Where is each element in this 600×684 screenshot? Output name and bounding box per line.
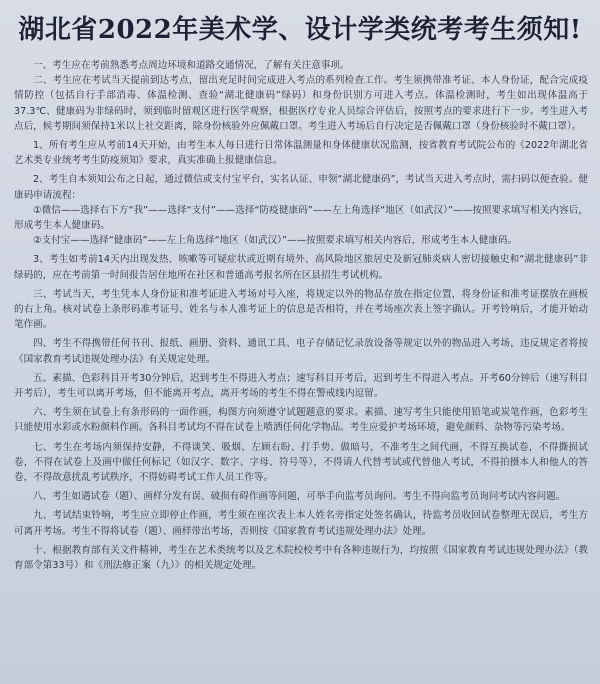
notice-paragraph: 1、所有考生应从考前14天开始，由考生本人每日进行日常体温测量和身体健康状况监测，按省教育考试院公布的《2022年湖北省艺术类专业统考考生防疫须知》要求，真实准确上报健康信息。	[14, 140, 588, 167]
notice-paragraph: ①微信——选择右下方“我”——选择“支付”——选择“防疫健康码”——左上角选择“地区（如武汉）”——按照要求填写相关内容后，形成考生本人健康码。	[14, 204, 588, 232]
notice-paragraph: 七、考生在考场内须保持安静，不得谈笑、吸烟、左顾右盼、打手势、做暗号，不准考生之间代画，不得互换试卷，不得撕损试卷，不得在试卷上及画中做任何标记（如汉字、数字、字母、符号等），不得请人代替考试或代替他人考试，不得拍摄本人和他人的答卷，不得故意扰乱考试秩序，不得妨碍考试工作人员工作等。	[14, 441, 588, 484]
notice-body	[0, 58, 600, 573]
poster-title: 湖北省2022年美术学、设计学类统考考生须知!	[18, 15, 582, 45]
notice-paragraph: 十、根据教育部有关文件精神，考生在艺术类统考以及艺术院校校考中有各种违规行为，均按照《国家教育考试违规处理办法》（教育部令第33号）和《刑法修正案（九）》的相关规定处理。	[14, 544, 588, 572]
notice-paragraph: 二、考生应在考试当天提前到达考点，留出充足时间完成进入考点的系列检查工作。考生须携带准考证、本人身份证，配合完成疫情防控（包括自行手部消毒、体温检测、查验“湖北健康码”绿码）和身份识别方可进入考点。体温检测时，考生如出现体温高于37.3℃、健康码为非绿码时，须到临时留观区进行医学观察，根据医疗专业人员综合评估后，按照考点的要求进行下一步。考生进入考点后，候考期间须保持1米以上社交距离，除身份核验外应佩戴口罩。考生进入考场后自行决定是否佩戴口罩（身份核验时不戴口罩）。	[14, 75, 588, 132]
notice-paragraph: 一、考生应在考前熟悉考点周边环境和道路交通情况，了解有关注意事项。	[33, 60, 350, 71]
notice-paragraph: 四、考生不得携带任何书刊、报纸、画册、资料、通讯工具、电子存储记忆录放设备等规定以外的物品进入考场，违反规定者将按《国家教育考试违规处理办法》有关规定处理。	[14, 338, 588, 365]
notice-paragraph: 2、考生自本须知公布之日起，通过微信或支付宝平台，实名认证、申领“湖北健康码”，考试当天进入考点时，需扫码以便查验。健康码申请流程：	[14, 174, 588, 201]
notice-paragraph: ②支付宝——选择“健康码”——左上角选择“地区（如武汉）”——按照要求填写相关内容后，形成考生本人健康码。	[33, 235, 518, 247]
notice-paragraph: 五、素描、色彩科目开考30分钟后，迟到考生不得进入考点；速写科目开考后，迟到考生不得进入考点。开考60分钟后（速写科目开考后），考生可以离开考场，但不能离开考点，离开考场的考生不得在警戒线内逗留。	[14, 372, 588, 400]
notice-paragraph: 三、考试当天，考生凭本人身份证和准考证进入考场对号入座，将规定以外的物品存放在指定位置，将身份证和准考证摆放在画板的右上角。核对试卷上条形码准考证号、姓名与本人准考证上的信息是否相符，并在考场座次表上签字确认。开考铃响后，才能开始动笔作画。	[14, 288, 588, 331]
notice-paragraph: 八、考生如遇试卷（题）、画样分发有误、破损有碍作画等问题，可举手向监考员询问。考生不得向监考员询问考试内容问题。	[33, 491, 566, 503]
notice-paragraph: 九、考试结束铃响，考生应立即停止作画，考生须在座次表上本人姓名旁指定处签名确认，待监考员收回试卷整理无误后，考生方可离开考场。考生不得将试卷（题）、画样带出考场，否则按《国家教育考试违规处理办法》处理。	[14, 510, 588, 537]
notice-paragraph: 六、考生须在试卷上有条形码的一面作画，构图方向须遵守试题题意的要求。素描、速写考生只能使用铅笔或炭笔作画，色彩考生只能使用水彩或水粉颜料作画。各科目考试均不得在试卷上喷洒任何化学物品。考生应爱护考场环境，避免颜料、杂物等污染考场。	[14, 407, 588, 434]
notice-paragraph: 3、考生如考前14天内出现发热、咳嗽等可疑症状或近期有境外、高风险地区旅居史及新冠肺炎病人密切接触史和“湖北健康码”非绿码的，应在考前第一时间报告居住地所在社区和普通高考报名所在区县招生考试机构。	[14, 254, 588, 281]
